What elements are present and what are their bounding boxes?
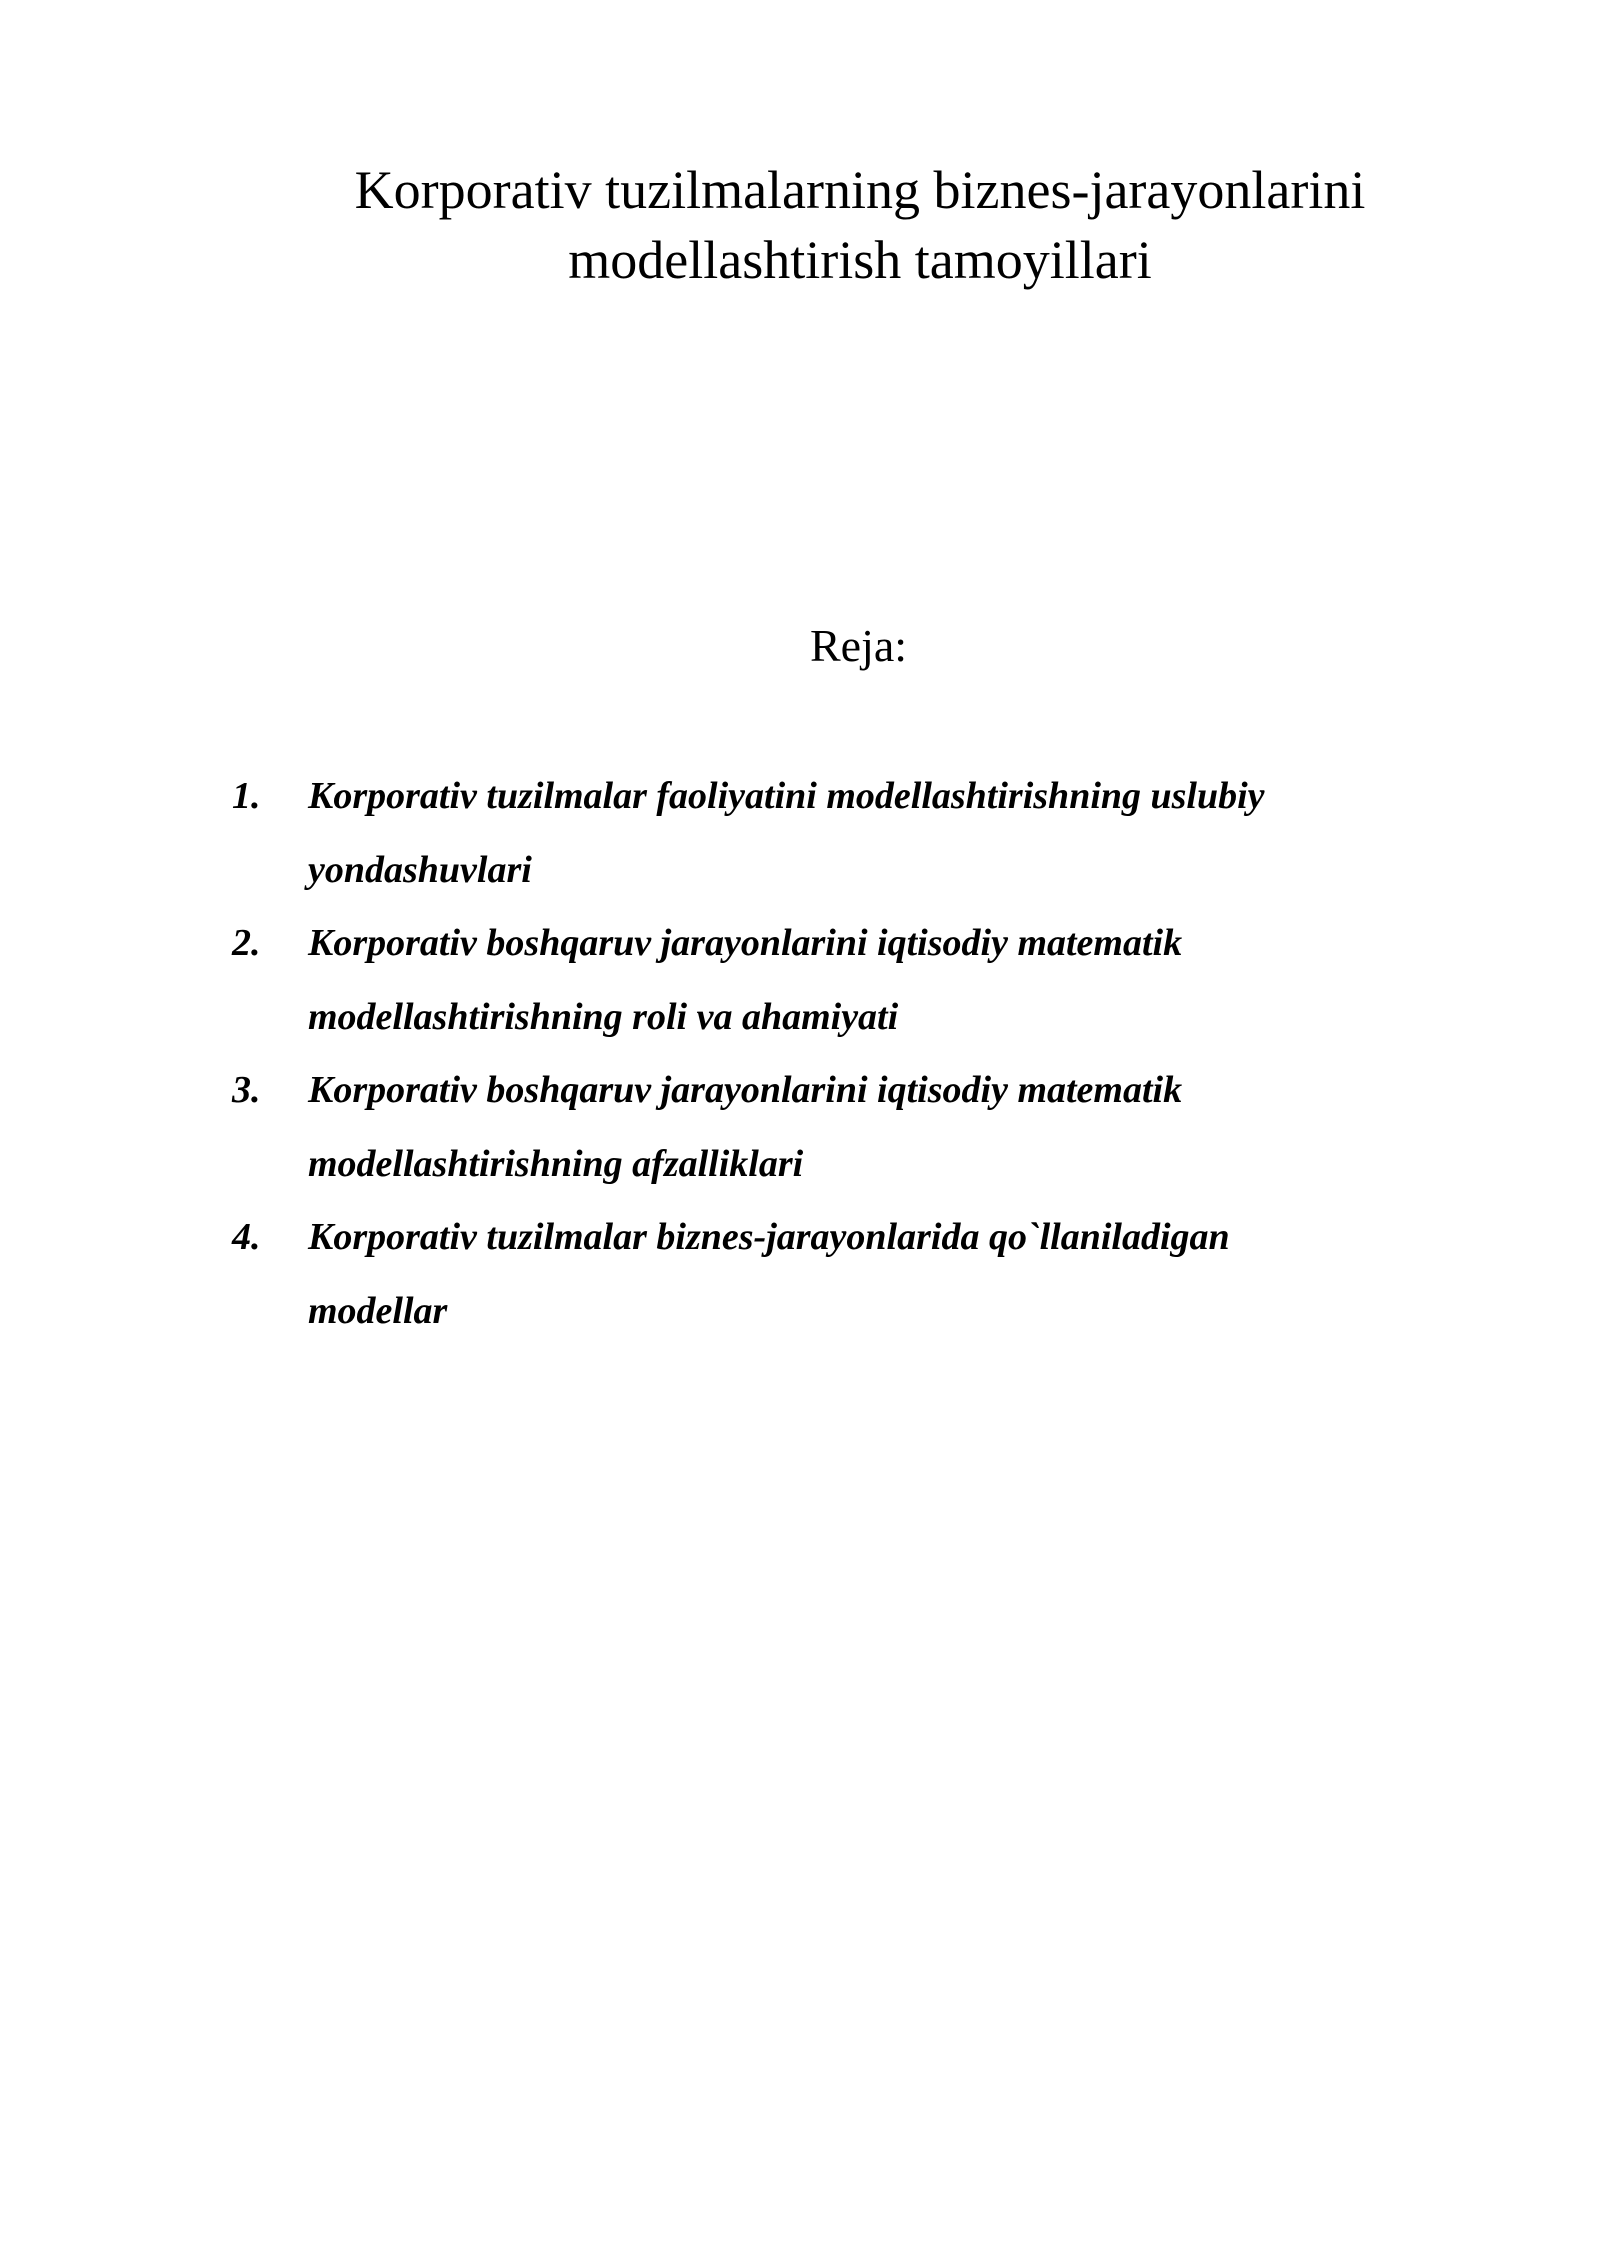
title-line: Korporativ tuzilmalarning biznes-jarayonlarini [354,160,1366,220]
plan-item-line: modellashtirishning roli va ahamiyati [308,995,899,1038]
plan-item-text [308,1201,1412,1348]
plan-item [232,1054,1412,1201]
plan-item [232,760,1412,907]
plan-item-number: 1. [232,775,261,817]
plan-item-line: Korporativ tuzilmalar biznes-jarayonlarida qo`llaniladigan [308,1216,1230,1258]
title-line: modellashtirish tamoyillari [568,230,1152,290]
plan-item-line: yondashuvlari [308,848,532,891]
document-title [200,155,1520,295]
plan-item-number: 3. [232,1069,261,1111]
plan-item [232,907,1412,1054]
plan-item-number: 4. [232,1216,261,1258]
plan-item-text [308,760,1412,907]
plan-item-line: Korporativ boshqaruv jarayonlarini iqtisodiy matematik [308,1069,1183,1111]
plan-item-line: Korporativ boshqaruv jarayonlarini iqtisodiy matematik [308,922,1183,964]
plan-item-line: modellar [308,1289,448,1332]
plan-item-line: modellashtirishning afzalliklari [308,1142,804,1185]
plan-item-text [308,907,1412,1054]
plan-item-line: Korporativ tuzilmalar faoliyatini modellashtirishning uslubiy [308,775,1265,817]
plan-list [232,760,1412,1348]
plan-item-number: 2. [232,922,261,964]
plan-item [232,1201,1412,1348]
plan-item-text [308,1054,1412,1201]
plan-heading: Reja: [810,620,908,671]
